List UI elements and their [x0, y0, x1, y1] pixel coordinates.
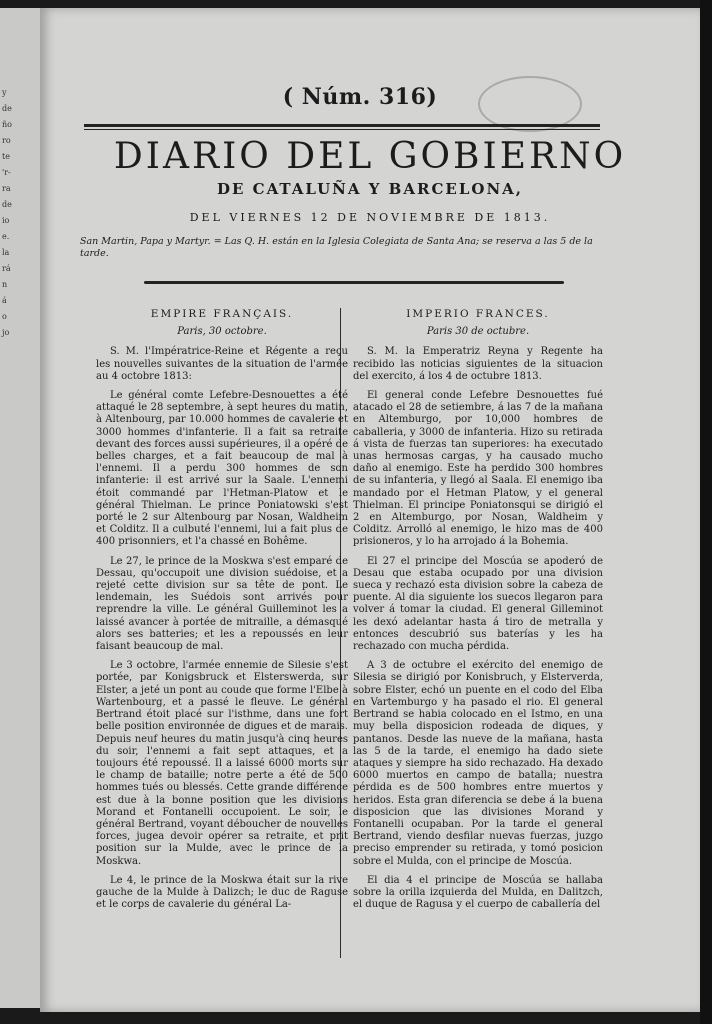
facing-page-fragment: á [2, 296, 7, 305]
facing-page-fragment: y [2, 88, 7, 97]
facing-page-fragment: io [2, 216, 10, 225]
facing-page-fragment: o [2, 312, 7, 321]
facing-page-fragment: te [2, 152, 10, 161]
newspaper-page [40, 8, 700, 1012]
header-rule-thin [84, 129, 600, 130]
paragraph: El 27 el principe del Moscúa se apoderó de Desau que estaba ocupado por una division sueca y rechazó esta division sobre la cabeza de puente. Al dia siguiente los suecos llegaron para volver á tomar la ciudad. El general Gilleminot les dexó adelantar hasta á tiro de metralla y entonces descubrió sus baterías y les ha rechazado con mucha pérdida. [353, 555, 603, 653]
facing-page-fragment: jo [2, 328, 10, 337]
paragraph: S. M. l'Impératrice-Reine et Régente a reçu les nouvelles suivantes de la situation de l'armée au 4 octobre 1813: [96, 346, 348, 382]
header-rule [84, 124, 600, 127]
facing-page-fragment: de [2, 104, 12, 113]
paragraph: Le général comte Lefebre-Desnouettes a été attaqué le 28 septembre, à sept heures du matin, à Altenbourg, par 10.000 hommes de cavalerie et 3000 hommes d'infanterie. Il a fait sa retraite devant des forces aussi supérieures, il a opéré de belles charges, et a fait beaucoup de mal à l'ennemi. Il a perdu 300 hommes de son infanterie: il est arrivé sur la Saale. L'ennemi étoit commandé par l'Hetman-Platow et le général Thielman. Le prince Poniatowski s'est porté le 2 sur Altenbourg par Nosan, Waldheim et Colditz. Il a culbuté l'ennemi, lui a fait plus de 400 prisonniers, et l'a chassé en Bohême. [96, 390, 348, 548]
paragraph: S. M. la Emperatriz Reyna y Regente ha recibido las noticias siguientes de la situacion del exercito, á los 4 de octubre 1813. [353, 346, 603, 382]
paragraph: Le 3 octobre, l'armée ennemie de Silesie s'est portée, par Konigsbruck et Elsterswerda, sur Elster, a jeté un pont au coude que forme l'Elbe à Wartenbourg, et a passé le fleuve. Le général Bertrand étoit placé sur l'isthme, dans une fort belle position environnée de digues et de marais. Depuis neuf heures du matin jusqu'à cinq heures du soir, l'ennemi a fait sept attaques, et a toujours été repoussé. Il a laissé 6000 morts sur le champ de bataille; notre perte a été de 500 hommes tués ou blessés. Cette grande différence est due à la bonne position que les divisions Morand et Fontanelli occupoient. Le soir, le général Bertrand, voyant déboucher de nouvelles forces, jugea devoir opérer sa retraite, et prit position sur la Mulde, avec le prince de la Moskwa. [96, 660, 348, 867]
facing-page-fragment: e. [2, 232, 10, 241]
place-date: Paris 30 de octubre. [426, 326, 530, 338]
place-date: Paris, 30 octobre. [177, 326, 267, 338]
scan-edge [700, 0, 712, 1024]
saints-note: San Martin, Papa y Martyr. = Las Q. H. están en la Iglesia Colegiata de Santa Ana; se reserva a las 5 de la tarde. [80, 236, 593, 259]
facing-page-fragment: la [2, 248, 10, 257]
section-rule [144, 281, 564, 284]
facing-page-fragment: rá [2, 264, 11, 273]
paragraph: El dia 4 el principe de Moscúa se hallaba sobre la orilla izquierda del Mulda, en Dalitzch, el duque de Ragusa y el cuerpo de caballería del [353, 874, 603, 911]
issue-number: ( Núm. 316) [282, 84, 438, 110]
paragraph: El general conde Lefebre Desnouettes fué atacado el 28 de setiembre, á las 7 de la mañana en Altemburgo, por 10,000 hombres de caballeria, y 3000 de infanteria. Hizo su retirada á vista de fuerzas tan superiores: ha executado unas hermosas cargas, y ha causado mucho daño al enemigo. Este ha perdido 300 hombres de su infanteria, y llegó al Saala. El enemigo iba mandado por el Hetman Platow, y el general Thielman. El principe Poniatonsqui se dirigió el 2 en Altemburgo, por Nosan, Waldheim y Colditz. Arrolló al enemigo, le hizo mas de 400 prisioneros, y lo ha arrojado á la Bohemia. [353, 390, 603, 548]
paragraph: Le 4, le prince de la Moskwa était sur la rive gauche de la Mulde à Dalizch; le duc de Raguse et le corps de cavalerie du général La- [96, 874, 348, 911]
facing-page-fragment: ra [2, 184, 11, 193]
masthead-title: DIARIO DEL GOBIERNO [113, 136, 627, 177]
masthead-subtitle: DE CATALUÑA Y BARCELONA, [216, 180, 524, 198]
facing-page-fragment: n [2, 280, 8, 289]
column-heading: IMPERIO FRANCES. [406, 308, 550, 320]
column-heading: EMPIRE FRANÇAIS. [150, 308, 294, 320]
column-french [96, 308, 348, 918]
paragraph: A 3 de octubre el exército del enemigo de Silesia se dirigió por Konisbruch, y Elsterverda, sobre Elster, echó un puente en el codo del Elba en Vartemburgo y ha pasado el rio. El general Bertrand se habia colocado en el Istmo, en una muy bella disposicion rodeada de diques, y pantanos. Desde las nueve de la mañana, hasta las 5 de la tarde, el enemigo ha dado siete ataques y siempre ha sido rechazado. Ha dexado 6000 muertos en campo de batalla; nuestra pérdida es de 500 hombres entre muertos y heridos. Esta gran diferencia se debe á la buena disposicion que las divisiones Morand y Fontanelli ocupaban. Por la tarde el general Bertrand, viendo desfilar nuevas fuerzas, juzgo preciso emprender su retirada, y tomó posicion sobre el Mulda, con el principe de Moscúa. [353, 660, 603, 867]
facing-page-fragment: ño [2, 120, 12, 129]
dateline: DEL VIERNES 12 DE NOVIEMBRE DE 1813. [189, 211, 551, 224]
column-spanish [353, 308, 603, 918]
left-page-edge [0, 8, 42, 1008]
facing-page-fragment: 'r- [2, 168, 11, 177]
paragraph: Le 27, le prince de la Moskwa s'est emparé de Dessau, qu'occupoit une division suédoise, et a rejeté cette division sur sa tête de pont. Le lendemain, les Suédois sont arrivés pour reprendre la ville. Le général Guilleminot les a laissé avancer à portée de mitraille, a démasqué alors ses batteries; et les a repoussés en leur faisant beaucoup de mal. [96, 555, 348, 653]
facing-page-fragment: de [2, 200, 12, 209]
facing-page-fragment: ro [2, 136, 11, 145]
